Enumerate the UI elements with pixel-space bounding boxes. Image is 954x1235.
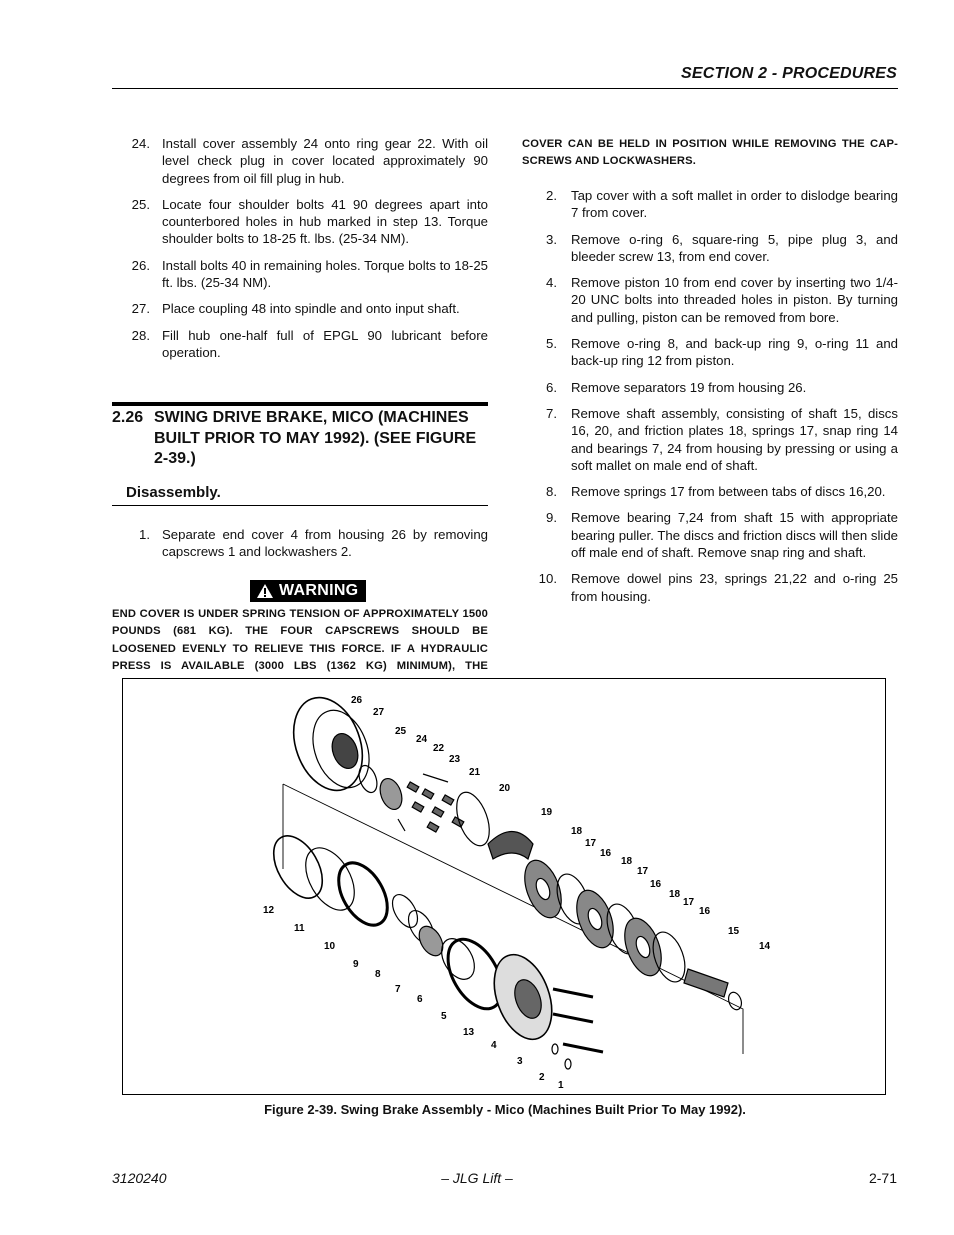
figure-label: 19 <box>541 807 553 818</box>
figure-label: 4 <box>491 1040 497 1051</box>
section-header: SECTION 2 - PROCEDURES <box>681 65 897 82</box>
right-column-steps <box>522 187 898 614</box>
figure-label: 26 <box>351 695 363 706</box>
footer-page-number: 2-71 <box>868 1170 897 1186</box>
figure-label: 16 <box>650 879 662 890</box>
step-item: 8. Remove springs 17 from between tabs of discs 16,20. <box>546 484 886 500</box>
figure-caption: Figure 2-39. Swing Brake Assembly - Mico (Machines Built Prior To May 1992). <box>264 1102 746 1117</box>
section-heading <box>112 402 488 470</box>
step-item: 9. Remove bearing 7,24 from shaft 15 with appropriate bearing puller. The discs and friction discs will then slide off male end of shaft. Remove snap ring and shaft. <box>546 510 898 561</box>
figure-label: 24 <box>416 734 428 745</box>
figure-label: 11 <box>294 923 305 934</box>
figure-label: 10 <box>324 941 336 952</box>
section-number: 2.26 <box>112 409 144 426</box>
figure-label: 2 <box>539 1072 545 1083</box>
step-item: 27. Place coupling 48 into spindle and onto input shaft. <box>131 301 460 317</box>
header-rule <box>112 88 898 89</box>
step-item: 2. Tap cover with a soft mallet in order to dislodge bearing 7 from cover. <box>546 188 898 221</box>
figure-label: 7 <box>395 984 401 995</box>
warning-triangle-icon <box>256 583 274 599</box>
step-item: 4. Remove piston 10 from end cover by inserting two 1/4-20 UNC bolts into threaded holes in piston. By turning and pulling, piston can be removed from bore. <box>546 275 898 325</box>
figure-frame <box>122 678 886 1095</box>
step-item: 26. Install bolts 40 in remaining holes. Torque bolts to 18-25 ft. lbs. (25-34 NM). <box>131 257 488 291</box>
warning-label: WARNING <box>279 582 359 599</box>
left-column-steps <box>112 135 488 370</box>
figure-label: 17 <box>683 897 695 908</box>
figure-label: 3 <box>517 1056 523 1067</box>
section-title: SWING DRIVE BRAKE, MICO (MACHINES BUILT PRIOR TO MAY 1992). (SEE FIGURE 2-39.) <box>154 409 477 467</box>
figure-label: 6 <box>417 994 423 1005</box>
figure-label: 13 <box>463 1027 475 1038</box>
figure-label: 8 <box>375 969 381 980</box>
figure-label: 18 <box>571 826 583 837</box>
figure-label: 20 <box>499 783 511 794</box>
warning-text-left: END COVER IS UNDER SPRING TENSION OF APPROXIMATELY 1500 POUNDS (681 KG). THE FOUR CAPSCREWS SHOULD BE LOOSENED EVENLY TO RELIEVE THIS FORCE. IF A HYDRAULIC PRESS IS AVAILABLE (3000 LBS (1362 KG) MINIMUM), THE <box>112 608 488 672</box>
footer-doc-number: 3120240 <box>112 1170 167 1186</box>
step-item: 7. Remove shaft assembly, consisting of shaft 15, discs 16, 20, and friction plates 18, springs 17, snap ring 14 and bearings 7, 24 from housing by pressing or using a soft mallet on male end of shaft. <box>546 405 898 473</box>
step-item: 24. Install cover assembly 24 onto ring gear 22. With oil level check plug in cover located approximately 90 degrees from oil fill plug in hub. <box>131 136 488 186</box>
figure-label: 25 <box>395 726 407 737</box>
figure-label: 14 <box>759 941 771 952</box>
figure-label: 5 <box>441 1011 447 1022</box>
figure-label: 17 <box>585 838 597 849</box>
step-item: 28. Fill hub one-half full of EPGL 90 lubricant before operation. <box>131 327 488 360</box>
figure-label: 21 <box>469 767 481 778</box>
warning-badge <box>250 580 366 602</box>
figure-label: 23 <box>449 754 461 765</box>
figure-label: 18 <box>621 856 633 867</box>
figure-label: 12 <box>263 905 275 916</box>
step-item: 3. Remove o-ring 6, square-ring 5, pipe plug 3, and bleeder screw 13, from end cover. <box>546 231 898 264</box>
figure-label: 16 <box>600 848 612 859</box>
disassembly-subheading: Disassembly. <box>112 484 488 506</box>
step-item: 10. Remove dowel pins 23, springs 21,22 and o-ring 25 from housing. <box>538 571 898 604</box>
step-item: 25. Locate four shoulder bolts 41 90 degrees apart into counterbored holes in hub marked in step 13. Torque shoulder bolts to 18-25 ft. lbs. (25-34 NM). <box>131 196 488 247</box>
figure-label: 22 <box>433 743 445 754</box>
brake-assembly-exploded-drawing <box>123 679 887 1096</box>
figure-label: 9 <box>353 959 359 970</box>
step-item: 5. Remove o-ring 8, and back-up ring 9, o-ring 11 and back-up ring 12 from piston. <box>546 336 898 369</box>
disassembly-step-1 <box>112 526 488 570</box>
step-item: 1. Separate end cover 4 from housing 26 by removing capscrews 1 and lockwashers 2. <box>139 527 488 560</box>
figure-label: 15 <box>728 926 740 937</box>
figure-label: 1 <box>558 1080 564 1091</box>
figure-label: 16 <box>699 906 711 917</box>
figure-label: 27 <box>373 707 385 718</box>
warning-text-right: COVER CAN BE HELD IN POSITION WHILE REMOVING THE CAP-SCREWS AND LOCKWASHERS. <box>522 138 898 168</box>
step-item: 6. Remove separators 19 from housing 26. <box>546 379 807 395</box>
footer-center: – JLG Lift – <box>441 1170 513 1186</box>
figure-label: 18 <box>669 889 681 900</box>
figure-label: 17 <box>637 866 649 877</box>
